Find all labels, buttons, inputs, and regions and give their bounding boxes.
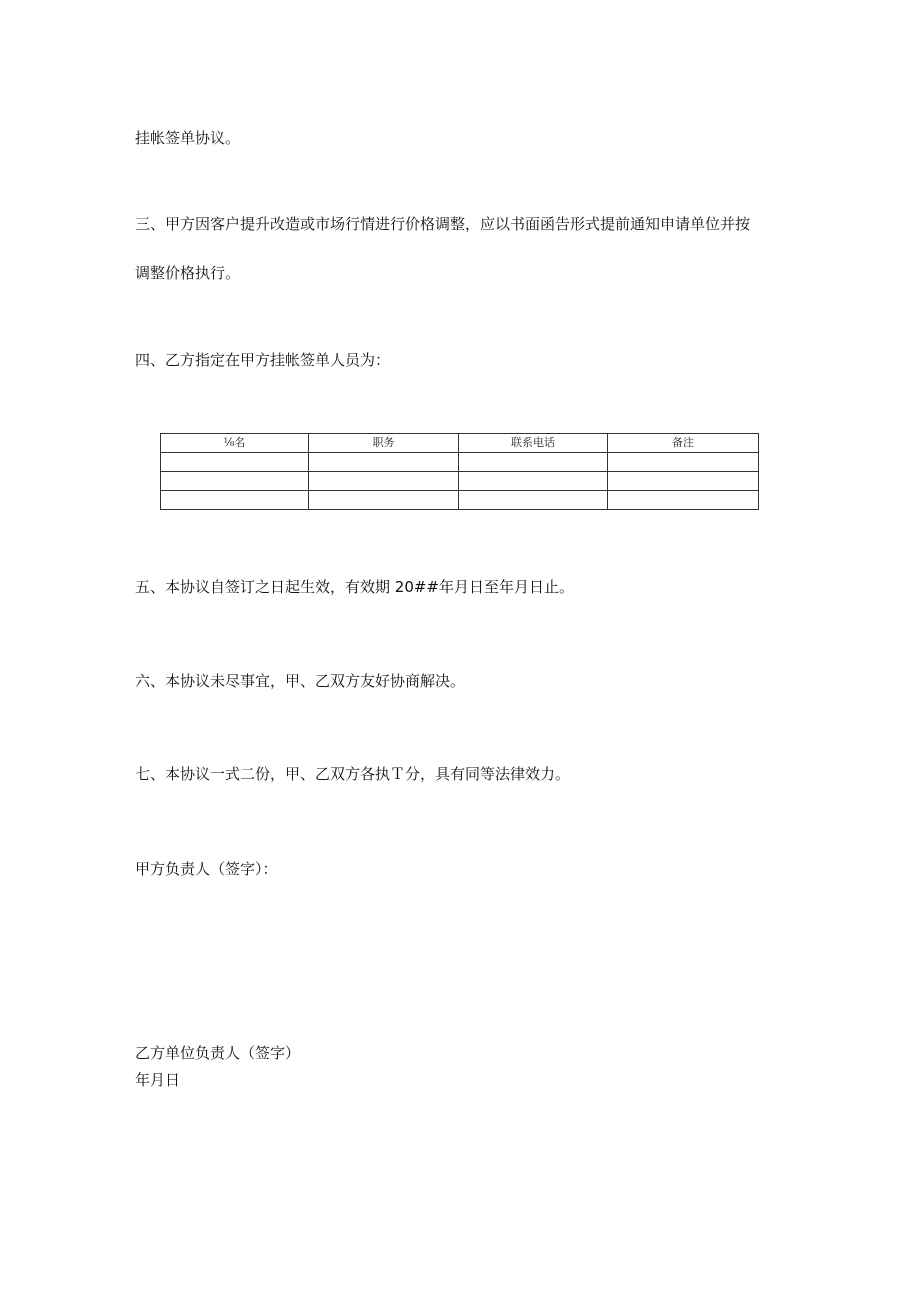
table-cell bbox=[459, 453, 608, 472]
header-position: 职务 bbox=[309, 434, 459, 453]
header-remarks: 备注 bbox=[608, 434, 759, 453]
table-row bbox=[161, 453, 759, 472]
header-name: ⅛名 bbox=[161, 434, 309, 453]
table-cell bbox=[459, 491, 608, 510]
table-cell bbox=[608, 453, 759, 472]
table-cell bbox=[459, 472, 608, 491]
clause-4: 四、乙方指定在甲方挂帐签单人员为： bbox=[135, 351, 391, 369]
party-a-signature-label: 甲方负责人（签字）： bbox=[135, 860, 278, 878]
clause-5: 五、本协议自签订之日起生效，有效期 20##年月日至年月日止。 bbox=[135, 578, 574, 596]
party-b-signature-label: 乙方单位负责人（签字） bbox=[135, 1044, 301, 1062]
table-cell bbox=[161, 472, 309, 491]
agreement-intro-line: 挂帐签单协议。 bbox=[135, 129, 241, 147]
clause-7: 七、本协议一式二份，甲、乙双方各执Ｔ分，具有同等法律效力。 bbox=[135, 765, 571, 783]
clause-3-line-1: 三、甲方因客户提升改造或市场行情进行价格调整，应以书面函告形式提前通知申请单位并按 bbox=[135, 215, 751, 233]
table-row bbox=[161, 472, 759, 491]
table-cell bbox=[608, 491, 759, 510]
clause-6: 六、本协议未尽事宜，甲、乙双方友好协商解决。 bbox=[135, 672, 466, 690]
table-cell bbox=[309, 453, 459, 472]
table-cell bbox=[608, 472, 759, 491]
date-label: 年月日 bbox=[135, 1071, 181, 1089]
table-cell bbox=[309, 472, 459, 491]
table-header-row bbox=[161, 434, 759, 453]
table-cell bbox=[161, 491, 309, 510]
table-cell bbox=[161, 453, 309, 472]
table-cell bbox=[309, 491, 459, 510]
personnel-table bbox=[160, 433, 759, 510]
header-phone: 联系电话 bbox=[459, 434, 608, 453]
table-row bbox=[161, 491, 759, 510]
clause-3-line-2: 调整价格执行。 bbox=[135, 264, 241, 282]
